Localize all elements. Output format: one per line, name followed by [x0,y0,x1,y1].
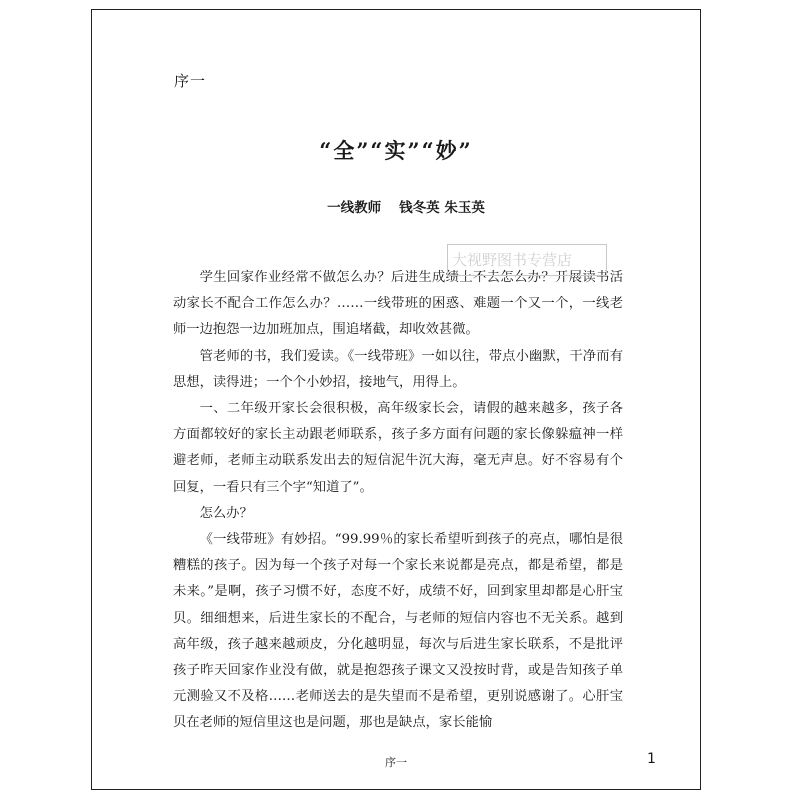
byline-role: 一线教师 [327,200,382,216]
footer-section-label: 序一 [385,756,407,769]
paragraph: 《一线带班》有妙招。“99.99％的家长希望听到孩子的亮点，哪怕是很糟糕的孩子。因为每一个孩子对每一个家长来说都是亮点，都是希望，都是未来。”是啊，孩子习惯不好，态度不好，成绩不好，回到家里却都是心肝宝贝。细细想来，后进生家长的不配合，与老师的短信内容也不无关系。越到高年级，孩子越来越顽皮，分化越明显，每次与后进生家长联系，不是批评孩子昨天回家作业没有做，就是抱怨孩子课文又没按时背，或是告知孩子单元测验又不及格……老师送去的是失望而不是希望，更别说感谢了。心肝宝贝在老师的短信里这也是问题，那也是缺点，家长能愉 [173,532,623,731]
body-text [173,265,623,737]
book-page [91,9,701,790]
paragraph: 一、二年级开家长会很积极，高年级家长会，请假的越来越多，孩子各方面都较好的家长主动跟老师联系，孩子多方面有问题的家长像躲瘟神一样避老师，老师主动联系发出去的短信泥牛沉大海，毫无声息。好不容易有个回复，一看只有三个字“知道了”。 [173,401,623,495]
byline-authors: 钱冬英 朱玉英 [399,200,485,216]
paragraph: 学生回家作业经常不做怎么办？后进生成绩上不去怎么办？开展读书活动家长不配合工作怎么办？……一线带班的困惑、难题一个又一个，一线老师一边抱怨一边加班加点，围追堵截，却收效甚微。 [173,270,623,338]
section-label: 序一 [174,72,207,90]
chapter-title: “全”“实”“妙” [319,138,473,163]
paragraph: 怎么办？ [199,505,253,521]
paragraph: 管老师的书，我们爱读。《一线带班》一如以往，带点小幽默，干净而有思想，读得进；一个个小妙招，接地气，用得上。 [173,348,623,390]
page-number: 1 [647,751,656,767]
byline [92,196,700,216]
store-watermark: 大视野图书专营店 [447,244,607,276]
